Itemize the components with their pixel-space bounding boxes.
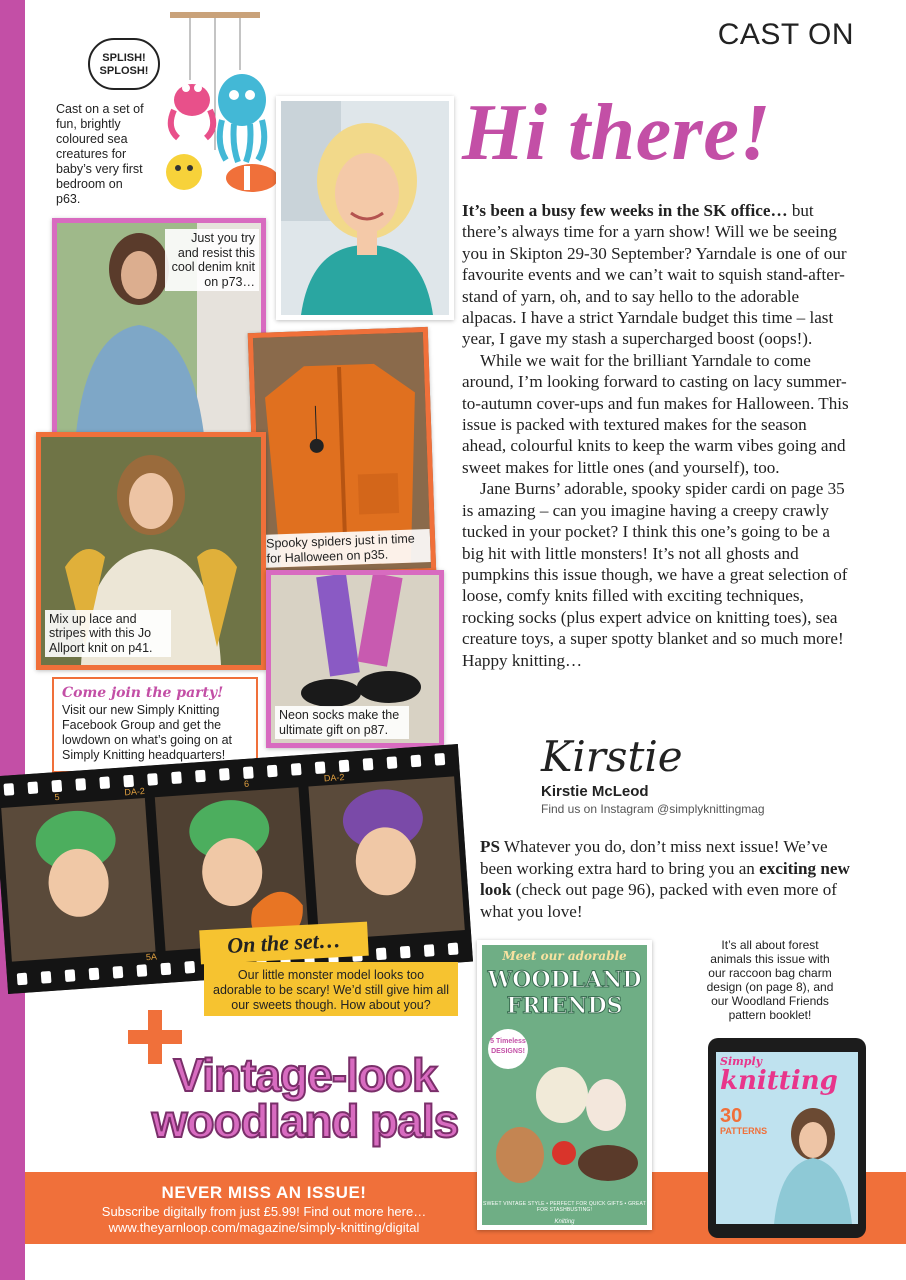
ps-note [480, 836, 860, 922]
party-title: Come join the party! [62, 685, 224, 701]
tablet-logo [720, 1056, 838, 1094]
ps-text-2: (check out page 96), packed with even more of what you love! [480, 880, 837, 921]
letter-paragraph-1 [462, 200, 854, 350]
spider-cardi-photo [248, 327, 436, 579]
booklet-badge: 5 Timeless DESIGNS! [488, 1029, 528, 1069]
speech-bubble: SPLISH! SPLOSH! [88, 38, 160, 90]
page-headline: Hi there! [462, 89, 771, 177]
woodland-toys-illustration [482, 1045, 647, 1195]
booklet-title [482, 967, 647, 1019]
socks-caption: Neon socks make the ultimate gift on p87. [275, 706, 409, 739]
vintage-look-heading [150, 1049, 460, 1147]
booklet-title-1: WOODLAND [487, 967, 642, 993]
vintage-line-1: Vintage-look [173, 1049, 437, 1101]
on-the-set-caption: Our little monster model looks too adorable to be scary! We’d still give him all our sweets though. How about you? [204, 962, 458, 1016]
tablet-subtitle: PATTERNS [720, 1126, 768, 1136]
woodland-booklet-cover [477, 940, 652, 1230]
signature-block [541, 732, 765, 816]
sea-creature-mobile [160, 0, 290, 200]
subscribe-line-1: Subscribe digitally from just £5.99! Find out more here… [101, 1204, 427, 1219]
film-label-c: 6 [243, 778, 250, 790]
party-text: Visit our new Simply Knitting Facebook Group and get the lowdown on what’s going on at Simply Knitting headquarters! [62, 703, 233, 762]
vintage-line-2: woodland pals [151, 1095, 459, 1147]
section-label: CAST ON [717, 18, 854, 51]
editor-portrait [281, 101, 449, 315]
forest-caption: It’s all about forest animals this issue with our raccoon bag charm design (on page 8), and our Woodland Friends pattern booklet! [706, 938, 834, 1022]
neon-socks-photo [266, 570, 444, 748]
ps-bold: exciting new look [480, 858, 850, 900]
instagram-handle: Find us on Instagram @simplyknittingmag [541, 802, 765, 816]
letter-paragraph-3: Jane Burns’ adorable, spooky spider cardi on page 35 is amazing – can you imagine having a creepy crawly tucked in your pocket? I think this one’s going to be a big hit with little monsters! It’s not all ghosts and pumpkins this issue though, we have a great selection of loose, comfy knits filled with exciting techniques, rocking socks (plus expert advice on knitting toes), sea creature toys, a super spotty blanket and so much more! Happy knitting… [462, 479, 848, 670]
film-label-b: DA-2 [124, 785, 146, 798]
lace-caption: Mix up lace and stripes with this Jo Allport knit on p41. [45, 610, 171, 658]
film-label-a: 5 [54, 791, 60, 803]
tablet-screen [716, 1052, 858, 1224]
film-label-e: 5A [145, 951, 158, 963]
ps-label: PS [480, 837, 500, 856]
letter-lead: It’s been a busy few weeks in the SK office… [462, 201, 788, 220]
film-label-d: DA-2 [323, 772, 345, 784]
subscribe-title: NEVER MISS AN ISSUE! [161, 1183, 367, 1202]
booklet-logo: Knitting [554, 1219, 575, 1225]
sea-creatures-caption: Cast on a set of fun, brightly coloured sea creatures for baby’s very first bedroom on p63. [56, 102, 144, 206]
letter-p1-rest: but there’s always time for a yarn show! Will we be seeing you in Skipton 29-30 September? Yarndale is one of our favourite events and we can’t wait to squish stand-after-stand of yarn, oh, and to say hello to the adorable alpacas. I have a strict Yarndale budget this time – last year, I gave my stash a supercharged boost (oops!). [462, 201, 847, 349]
subscribe-url[interactable]: www.theyarnloop.com/magazine/simply-knitting/digital [108, 1220, 420, 1235]
letter-paragraph-2: While we wait for the brilliant Yarndale to come around, I’m looking forward to casting on lacy summer-to-autumn cover-ups and fun makes for Halloween. This issue is packed with textured makes for the season ahead, colourful knits to keep the warm vibes going and sweet makes for little ones (and yourself), too. [462, 350, 849, 477]
mobile-illustration [160, 0, 290, 200]
signature-script: Kirstie [541, 732, 683, 781]
cover-model-image [768, 1104, 858, 1224]
tablet-logo-1: Simply [720, 1055, 763, 1068]
lace-knit-photo [36, 432, 266, 670]
denim-caption: Just you try and resist this cool denim knit on p73… [165, 229, 259, 291]
signature-name: Kirstie McLeod [541, 783, 649, 800]
ps-text-1: Whatever you do, don’t miss next issue! We’ve been working extra hard to bring you an [480, 837, 828, 878]
editor-photo [276, 96, 454, 320]
tablet-logo-2: knitting [720, 1066, 838, 1096]
tablet-number: 30 [720, 1105, 743, 1127]
booklet-title-2: FRIENDS [506, 993, 623, 1019]
facebook-group-box [52, 677, 258, 773]
editors-letter [462, 200, 854, 671]
on-the-set-banner: On the set… [199, 922, 369, 965]
subscribe-text [54, 1204, 474, 1236]
spider-caption: Spooky spiders just in time for Halloween on p35. [262, 529, 431, 568]
digital-edition-tablet [708, 1038, 866, 1238]
sidebar-stripe [0, 0, 25, 1280]
booklet-strip: SWEET VINTAGE STYLE • PERFECT FOR QUICK GIFTS • GREAT FOR STASHBUSTING! [483, 1201, 646, 1213]
denim-knit-photo [52, 218, 266, 448]
booklet-meet: Meet our adorable [502, 949, 627, 963]
